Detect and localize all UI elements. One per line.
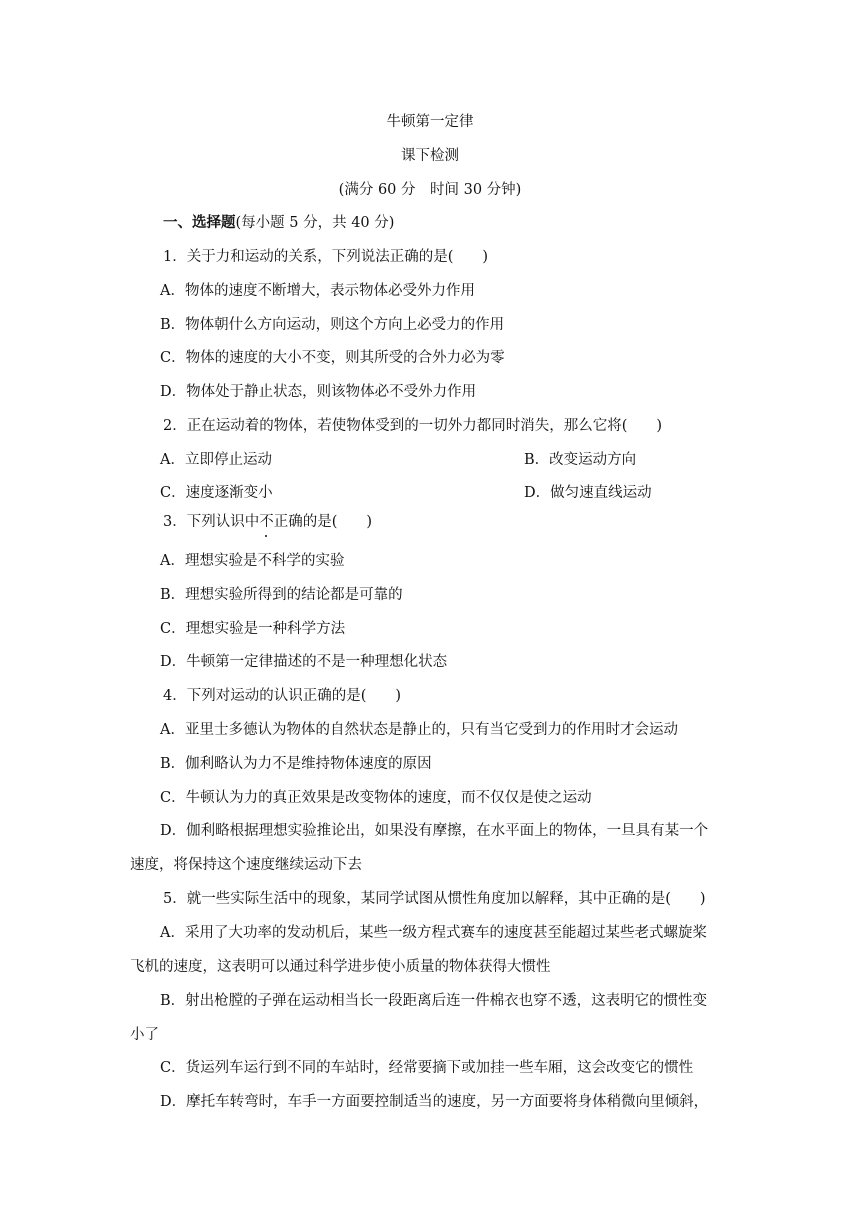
- document-title: 牛顿第一定律: [386, 114, 474, 130]
- q2-option-c: C．速度逐渐变小: [160, 485, 273, 501]
- q1-option-b: B．物体朝什么方向运动，则这个方向上必受力的作用: [160, 317, 505, 333]
- section-heading-note: (每小题 5 分，共 40 分): [235, 215, 395, 231]
- q4-option-d-line2: 速度，将保持这个速度继续运动下去: [130, 857, 362, 873]
- q5-option-a-line1: A．采用了大功率的发动机后，某些一级方程式赛车的速度甚至能超过某些老式螺旋桨: [160, 925, 707, 941]
- q2-stem: 2．正在运动着的物体，若使物体受到的一切外力都同时消失，那么它将( ): [163, 418, 663, 434]
- score-time-info: (满分 60 分 时间 30 分钟): [338, 182, 522, 198]
- q4-stem: 4．下列对运动的认识正确的是( ): [163, 688, 402, 704]
- q4-option-a: A．亚里士多德认为物体的自然状态是静止的，只有当它受到力的作用时才会运动: [160, 722, 678, 738]
- document-subtitle: 课下检测: [401, 148, 459, 164]
- q1-stem: 1．关于力和运动的关系，下列说法正确的是( ): [163, 249, 489, 265]
- section-heading: [163, 213, 394, 233]
- q4-option-d-line1: D．伽利略根据理想实验推论出，如果没有摩擦，在水平面上的物体，一旦具有某一个: [160, 823, 709, 839]
- q2-option-b: B．改变运动方向: [524, 452, 637, 468]
- section-heading-label: 一、选择题: [163, 214, 236, 231]
- q5-option-b-line1: B．射出枪膛的子弹在运动相当长一段距离后连一件棉衣也穿不透，这表明它的惯性变: [160, 993, 708, 1009]
- q1-option-a: A．物体的速度不断增大，表示物体必受外力作用: [160, 283, 475, 299]
- q3-option-b: B．理想实验所得到的结论都是可靠的: [160, 587, 403, 603]
- q3-stem: [163, 512, 372, 532]
- q3-option-d: D．牛顿第一定律描述的不是一种理想化状态: [160, 654, 448, 670]
- q5-option-c: C．货运列车运行到不同的车站时，经常要摘下或加挂一些车厢，这会改变它的惯性: [160, 1060, 694, 1076]
- q2-option-d: D．做匀速直线运动: [524, 485, 652, 501]
- q5-stem: 5．就一些实际生活中的现象，某同学试图从惯性角度加以解释，其中正确的是( ): [163, 891, 706, 907]
- q1-option-c: C．物体的速度的大小不变，则其所受的合外力必为零: [160, 350, 505, 366]
- q5-option-a-line2: 飞机的速度，这表明可以通过科学进步使小质量的物体获得大惯性: [130, 959, 551, 975]
- q5-option-b-line2: 小了: [130, 1027, 159, 1043]
- q4-option-b: B．伽利略认为力不是维持物体速度的原因: [160, 756, 432, 772]
- q3-stem-start: 3．下列认识中: [163, 514, 260, 530]
- q2-option-a: A．立即停止运动: [160, 452, 272, 468]
- q3-emphasis-word: 不: [259, 514, 274, 530]
- q3-option-a: A．理想实验是不科学的实验: [160, 553, 345, 569]
- q3-stem-end: 正确的是( ): [273, 514, 373, 530]
- q4-option-c: C．牛顿认为力的真正效果是改变物体的速度，而不仅仅是使之运动: [160, 790, 592, 806]
- q1-option-d: D．物体处于静止状态，则该物体必不受外力作用: [160, 384, 477, 400]
- q3-option-c: C．理想实验是一种科学方法: [160, 621, 346, 637]
- q5-option-d-line1: D．摩托车转弯时，车手一方面要控制适当的速度，另一方面要将身体稍微向里倾斜，: [160, 1094, 709, 1110]
